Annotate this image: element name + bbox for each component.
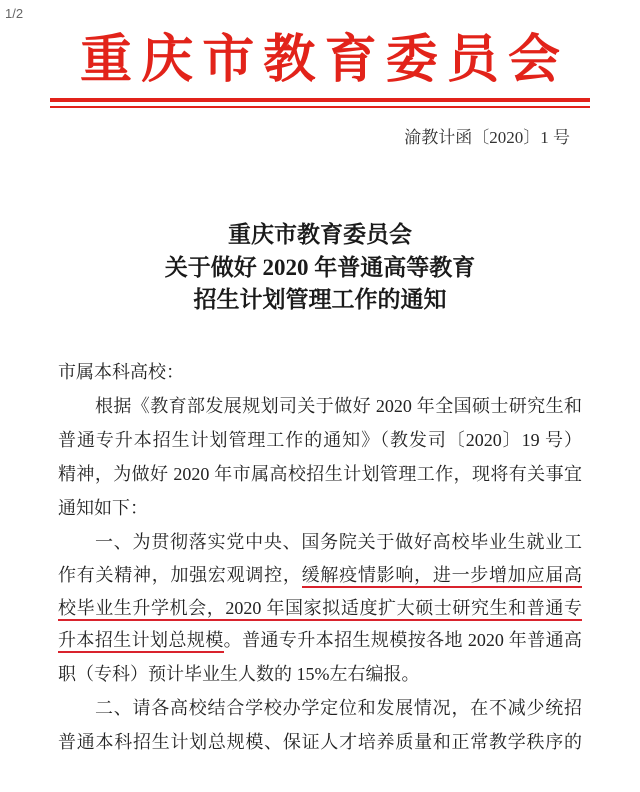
body-text: 通知如下： xyxy=(58,498,148,518)
body-line xyxy=(58,623,582,657)
body-line xyxy=(58,457,582,491)
body-line xyxy=(58,725,582,759)
body-line xyxy=(58,691,582,725)
body-line xyxy=(58,389,582,423)
body-text: 一、为贯彻落实党中央、国务院关于做好高校毕业生就业工 xyxy=(95,532,582,552)
body-text: 作有关精神，加强宏观调控， xyxy=(58,565,302,585)
letterhead-rule-thin xyxy=(50,106,590,108)
body-line xyxy=(58,491,582,525)
letterhead-rule-thick xyxy=(50,98,590,102)
salutation: 市属本科高校： xyxy=(58,362,184,382)
body-text: 职（专科）预计毕业生人数的 15%左右编报。 xyxy=(58,664,420,684)
notice-title-line-3: 招生计划管理工作的通知 xyxy=(193,287,447,312)
page-indicator: 1/2 xyxy=(5,6,24,21)
body-text: 根据《教育部发展规划司关于做好 2020 年全国硕士研究生和 xyxy=(95,396,582,416)
highlighted-text: 升本招生计划总规模 xyxy=(58,630,224,653)
highlighted-text: 校毕业生升学机会，2020 年国家拟适度扩大硕士研究生和普通专 xyxy=(58,598,582,621)
body-text: 普通专升本招生计划管理工作的通知》（教发司〔2020〕19 号） xyxy=(58,430,582,450)
body-text: 。普通专升本招生规模按各地 2020 年普通高 xyxy=(223,630,582,650)
body-text: 精神，为做好 2020 年市属高校招生计划管理工作，现将有关事宜 xyxy=(58,464,582,484)
body-line xyxy=(58,525,582,559)
body-line xyxy=(58,423,582,457)
body-text: 普通本科招生计划总规模、保证人才培养质量和正常教学秩序的 xyxy=(58,732,582,752)
document-number: 渝教计函〔2020〕1 号 xyxy=(404,128,570,147)
body-line xyxy=(58,558,582,592)
body-line xyxy=(58,591,582,625)
notice-title-line-2: 关于做好 2020 年普通高等教育 xyxy=(164,255,476,280)
notice-title-line-1: 重庆市教育委员会 xyxy=(228,222,412,247)
body-text: 二、请各高校结合学校办学定位和发展情况，在不减少统招 xyxy=(95,698,582,718)
body-line xyxy=(58,657,582,691)
highlighted-text: 缓解疫情影响，进一步增加应届高 xyxy=(302,565,582,588)
letterhead-org-name: 重庆市教育委员会 xyxy=(80,32,560,89)
